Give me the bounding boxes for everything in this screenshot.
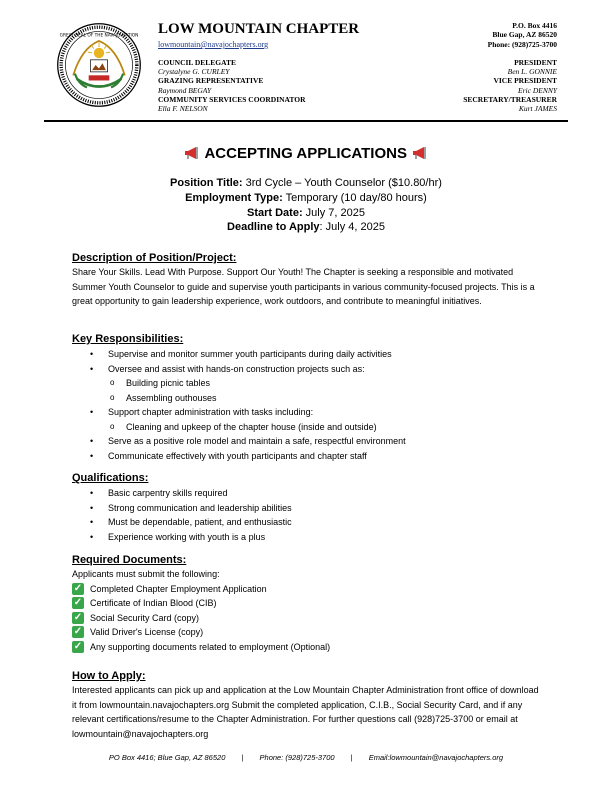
- official-name: Raymond BEGAY: [158, 86, 212, 95]
- admin-sublist: [72, 420, 542, 435]
- official-role: SECRETARY/TREASURER: [463, 95, 557, 104]
- apply-section: [72, 669, 542, 741]
- apply-text: Interested applicants can pick up and application at the Low Mountain Chapter Administration front office of download it from lowmountain.navajochapters.org Submit the completed application, C.I.B., Social Security Card, and if any relevant certifications/resume to the Chapter Administration. For further questions call (928)725-3700 or email at lowmountain@navajochapters.org: [72, 685, 539, 739]
- section-heading: Required Documents:: [72, 554, 187, 566]
- checklist-item: [72, 625, 542, 640]
- description-section: [72, 251, 542, 309]
- documents-checklist: [72, 582, 542, 655]
- checklist-label: Certificate of Indian Blood (CIB): [90, 598, 217, 608]
- start-value: July 7, 2025: [305, 207, 365, 219]
- documents-section: [72, 553, 542, 654]
- qualifications-list: [72, 486, 542, 544]
- list-item: • Serve as a positive role model and maintain a safe, respectful environment: [72, 434, 542, 449]
- phone-number: Phone: (928)725-3700: [487, 40, 557, 49]
- description-text: Share Your Skills. Lead With Purpose. Support Our Youth! The Chapter is seeking a responsible and motivated Summer Youth Counselor to guide and supervise youth participants in various community-focused projects. This is a great opportunity to gain leadership experience, work outdoors, and contribute to meaningful initiatives.: [72, 267, 535, 306]
- check-mark-icon: ✓: [73, 640, 83, 652]
- sub-list-item: o Cleaning and upkeep of the chapter house (inside and outside): [72, 420, 542, 435]
- construction-sublist: [72, 376, 542, 405]
- page-footer: [0, 753, 612, 762]
- official-name: Ella F. NELSON: [158, 104, 208, 113]
- footer-separator: |: [241, 753, 244, 762]
- list-item: • Strong communication and leadership abilities: [72, 501, 542, 516]
- footer-phone: Phone: (928)725-3700: [259, 753, 335, 762]
- list-item: • Support chapter administration with tasks including:: [72, 405, 542, 420]
- responsibilities-list: [72, 434, 542, 463]
- footer-address: PO Box 4416; Blue Gap, AZ 86520: [108, 753, 226, 762]
- checklist-label: Valid Driver's License (copy): [90, 627, 204, 637]
- address-line: Blue Gap, AZ 86520: [492, 30, 557, 39]
- official-role: PRESIDENT: [514, 58, 557, 67]
- check-mark-icon: ✓: [73, 611, 83, 623]
- section-heading: How to Apply:: [72, 670, 146, 682]
- start-label: Start Date:: [246, 207, 303, 219]
- megaphone-icon: [411, 146, 429, 160]
- check-mark-icon: ✓: [73, 597, 83, 608]
- sub-list-item: o Building picnic tables: [72, 376, 542, 391]
- list-item: • Experience working with youth is a plus: [72, 530, 542, 545]
- qualifications-section: [72, 471, 542, 544]
- page-heading: [0, 145, 612, 162]
- section-heading: Description of Position/Project:: [72, 252, 237, 264]
- official-name: Kurt JAMES: [518, 104, 557, 113]
- official-name: Eric DENNY: [518, 86, 557, 95]
- deadline-value: : July 4, 2025: [319, 221, 385, 233]
- list-item: • Oversee and assist with hands-on construction projects such as:: [72, 362, 542, 377]
- footer-email: Email:lowmountain@navajochapters.org: [368, 753, 504, 762]
- position-value: 3rd Cycle – Youth Counselor ($10.80/hr): [245, 177, 442, 189]
- address-line: P.O. Box 4416: [512, 21, 557, 30]
- checklist-label: Social Security Card (copy): [90, 612, 200, 623]
- header-divider: [44, 120, 568, 122]
- employment-value: Temporary (10 day/80 hours): [285, 192, 427, 204]
- official-role: COMMUNITY SERVICES COORDINATOR: [158, 95, 306, 104]
- official-name: Ben L. GONNIE: [507, 67, 557, 76]
- checklist-item: [72, 611, 542, 626]
- official-name: Crystalyne G. CURLEY: [158, 67, 230, 76]
- checklist-item: [72, 596, 542, 611]
- documents-intro: Applicants must submit the following:: [72, 569, 220, 579]
- footer-separator: |: [350, 753, 353, 762]
- deadline-label: Deadline to Apply: [227, 221, 320, 233]
- megaphone-icon: [183, 146, 201, 160]
- checklist-item: [72, 582, 542, 597]
- seal-text-caption: GREAT SEAL OF THE NAVAJO NATION: [59, 33, 139, 39]
- chapter-title: LOW MOUNTAIN CHAPTER: [158, 21, 360, 37]
- checklist-label: Completed Chapter Employment Application: [90, 583, 267, 594]
- responsibilities-section: [72, 332, 542, 463]
- position-label: Position Title:: [170, 177, 243, 189]
- heading-text: ACCEPTING APPLICATIONS: [204, 145, 407, 162]
- official-role: VICE PRESIDENT: [493, 76, 557, 85]
- checklist-item: [72, 640, 542, 655]
- list-item: • Basic carpentry skills required: [72, 486, 542, 501]
- section-heading: Key Responsibilities:: [72, 333, 184, 345]
- list-item: • Must be dependable, patient, and enthusiastic: [72, 515, 542, 530]
- check-mark-icon: ✓: [73, 626, 83, 637]
- seal-text: [60, 33, 139, 39]
- start-date: [0, 207, 612, 219]
- employment-type: [0, 192, 612, 204]
- responsibilities-list: [72, 347, 542, 376]
- official-role: GRAZING REPRESENTATIVE: [158, 76, 264, 85]
- navajo-nation-seal-logo: [56, 22, 142, 108]
- list-item: • Communicate effectively with youth participants and chapter staff: [72, 449, 542, 464]
- list-item: • Supervise and monitor summer youth participants during daily activities: [72, 347, 542, 362]
- section-heading: Qualifications:: [72, 472, 149, 484]
- checklist-label: Any supporting documents related to employment (Optional): [90, 641, 331, 652]
- deadline: [0, 221, 612, 233]
- official-role: COUNCIL DELEGATE: [158, 58, 237, 67]
- position-title: [0, 177, 612, 189]
- responsibilities-list: [72, 405, 542, 420]
- check-mark-icon: ✓: [73, 582, 83, 594]
- sub-list-item: o Assembling outhouses: [72, 391, 542, 406]
- employment-label: Employment Type:: [185, 192, 283, 204]
- chapter-email-link[interactable]: lowmountain@navajochapters.org: [158, 40, 269, 49]
